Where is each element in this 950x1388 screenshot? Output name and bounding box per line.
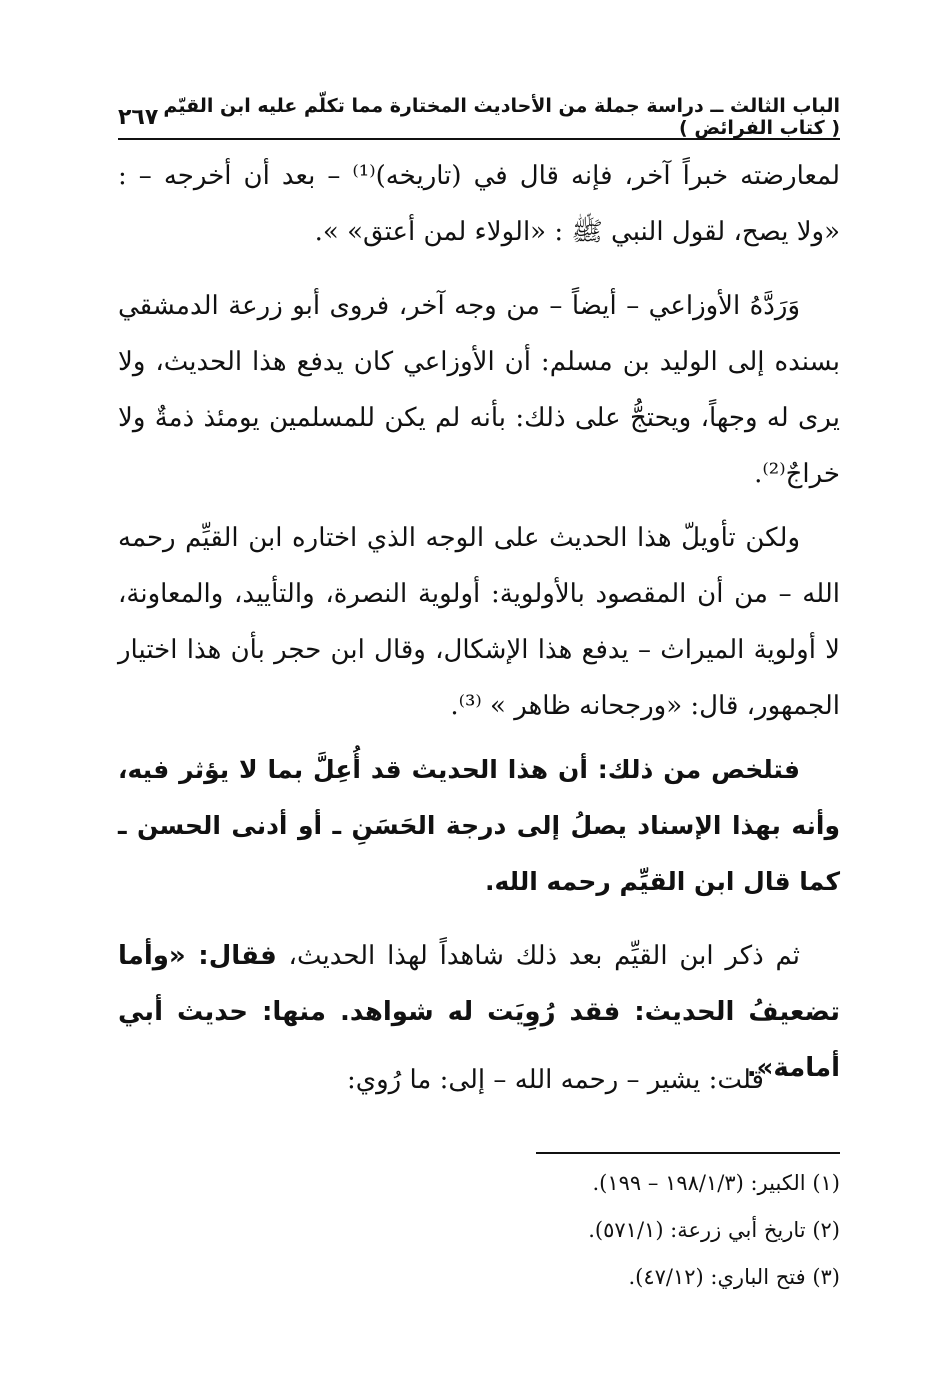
body-block-3 <box>118 510 840 734</box>
footnotes <box>118 1160 840 1301</box>
paragraph-1: لمعارضته خبراً آخر، فإنه قال في (تاريخه)⁽¹⁾ – بعد أن أخرجه – : «ولا يصح، لقول النبي ﷺ : «الولاء لمن أعتق» ». <box>118 161 840 247</box>
paragraph-5-text: ثم ذكر ابن القيِّم بعد ذلك شاهداً لهذا الحديث، <box>276 941 800 971</box>
paragraph-6: قلت: يشير – رحمه الله – إلى: ما رُوي: <box>346 1065 764 1095</box>
paragraph-4-conclusion: فتلخص من ذلك: أن هذا الحديث قد أُعِلَّ بما لا يؤثر فيه، وأنه بهذا الإسناد يصلُ إلى درجة الحَسَنِ ـ أو أدنى الحسن ـ كما قال ابن القيِّم رحمه الله. <box>118 755 840 896</box>
footnote-1: (١) الكبير: (١٩٨/١/٣ – ١٩٩). <box>592 1171 840 1195</box>
page-number: ٢٦٧ <box>118 104 159 130</box>
body-block-2 <box>118 278 840 502</box>
body-block-1 <box>118 148 840 260</box>
paragraph-2: وَرَدَّهُ الأوزاعي – أيضاً – من وجه آخر، فروى أبو زرعة الدمشقي بسنده إلى الوليد بن مسلم: أن الأوزاعي كان يدفع هذا الحديث، ولا يرى له وجهاً، ويحتجُّ على ذلك: بأنه لم يكن للمسلمين يومئذ ذمةٌ ولا خراجٌ⁽²⁾. <box>118 291 841 489</box>
running-header <box>118 95 840 140</box>
footnote-3: (٣) فتح الباري: (٤٧/١٢). <box>628 1265 840 1289</box>
footnote-separator <box>536 1152 840 1154</box>
header-title: الباب الثالث ــ دراسة جملة من الأحاديث المختارة مما تكلّم عليه ابن القيّم ( كتاب الفرائض ) <box>163 95 840 139</box>
footnote-2: (٢) تاريخ أبي زرعة: (٥٧١/١). <box>588 1218 840 1242</box>
paragraph-5-quote: فقال: «وأما تضعيفُ الحديث: فقد رُوِيَت له شواهد. منها: حديث أبي أمامة». <box>118 941 840 1083</box>
body-block-6 <box>118 1052 840 1108</box>
paragraph-3: ولكن تأويلّ هذا الحديث على الوجه الذي اختاره ابن القيِّم رحمه الله – من أن المقصود بالأولوية: أولوية النصرة، والتأييد، والمعاونة، لا أولوية الميراث – يدفع هذا الإشكال، وقال ابن حجر بأن هذا اختيار الجمهور، قال: «ورجحانه ظاهر » ⁽³⁾. <box>118 523 840 721</box>
body-block-4 <box>118 742 840 910</box>
